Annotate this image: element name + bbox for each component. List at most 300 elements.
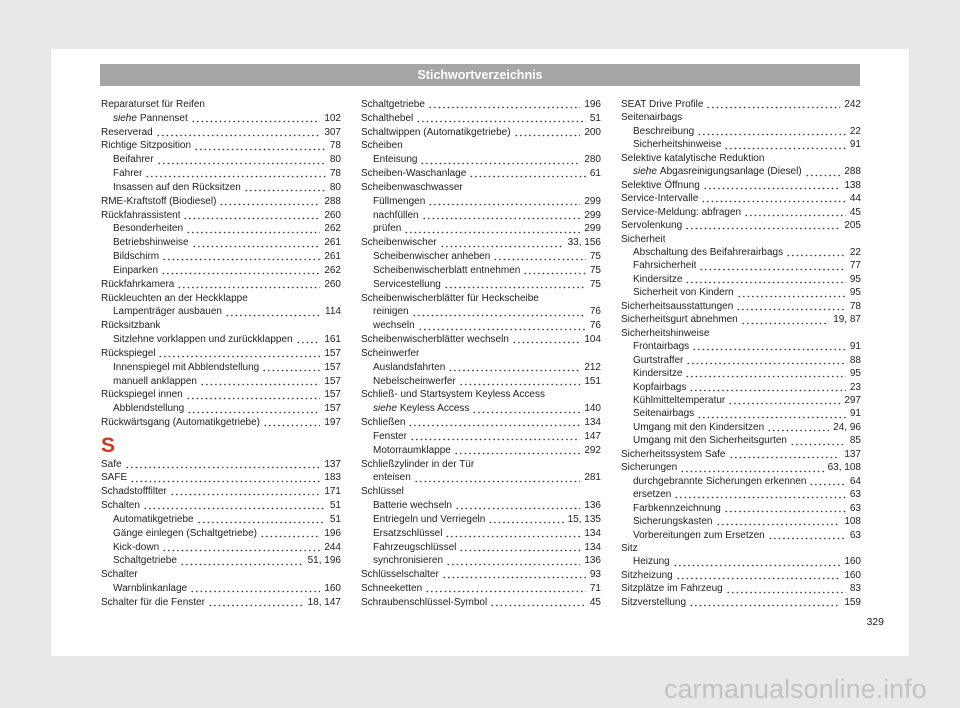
entry-term — [373, 527, 442, 541]
entry-term-text: SAFE — [101, 472, 128, 484]
entry-term — [633, 555, 670, 568]
page-reference: 51 — [329, 500, 341, 512]
page-reference: 75 — [589, 251, 601, 263]
index-subentry — [361, 361, 601, 375]
entry-term-text: Umgang mit den Kindersitzen — [633, 421, 765, 433]
dot-leader — [786, 246, 846, 259]
page-reference: 196 — [324, 527, 341, 539]
dot-leader — [428, 98, 580, 112]
index-entry — [621, 98, 861, 111]
entry-term-text: Scheibenwaschwasser — [361, 181, 463, 193]
index-subentry — [361, 305, 601, 319]
entry-term-text: prüfen — [373, 223, 402, 235]
index-entry — [621, 327, 861, 340]
index-subentry — [361, 444, 601, 458]
dot-leader — [674, 488, 846, 501]
index-subentry — [101, 541, 341, 555]
dot-leader — [689, 596, 840, 609]
entry-term — [621, 98, 703, 111]
entry-term-text: Selektive Öffnung — [621, 179, 700, 191]
entry-term-text: Sicherheitshinweise — [633, 139, 722, 151]
entry-term — [621, 179, 700, 192]
entry-term-text: Abblendstellung — [113, 403, 185, 415]
entry-term-text: Schalter — [101, 569, 138, 581]
entry-term-text: Batterie wechseln — [373, 500, 452, 512]
dot-leader — [296, 333, 321, 347]
entry-term-text: synchronisieren — [373, 555, 444, 567]
index-entry — [101, 278, 341, 292]
index-subentry — [621, 125, 861, 138]
dot-leader — [225, 305, 321, 319]
dot-leader — [726, 582, 846, 595]
index-entry — [101, 126, 341, 140]
dot-leader — [197, 513, 326, 527]
entry-term-text: Auslandsfahrten — [373, 361, 446, 373]
entry-term-text: manuell anklappen — [113, 375, 197, 387]
index-entry — [621, 179, 861, 192]
entry-term-text: enteisen — [373, 472, 411, 484]
entry-term — [621, 327, 709, 340]
entry-term — [633, 488, 671, 501]
page-reference: 33, 156 — [567, 237, 601, 249]
entry-term-text: Frontairbags — [633, 341, 690, 353]
dot-leader — [244, 181, 326, 195]
see-reference: siehe — [373, 403, 397, 415]
index-subentry — [621, 394, 861, 407]
index-entry — [361, 568, 601, 582]
entry-term — [101, 139, 191, 153]
index-entry — [101, 458, 341, 472]
entry-term-text: Entriegeln und Verriegeln — [373, 513, 486, 525]
index-subentry — [361, 222, 601, 236]
entry-term — [373, 499, 452, 513]
entry-term — [113, 582, 187, 596]
entry-term — [373, 554, 443, 568]
entry-term-text: reinigen — [373, 306, 409, 318]
page-reference: 83 — [849, 583, 861, 595]
index-entry — [361, 416, 601, 430]
dot-leader — [706, 98, 840, 111]
index-subentry — [101, 181, 341, 195]
entry-term-text: Kopfairbags — [633, 381, 687, 393]
page-reference: 137 — [324, 458, 341, 470]
entry-term — [101, 278, 174, 292]
entry-term-text: SEAT Drive Profile — [621, 99, 704, 110]
index-entry — [101, 416, 341, 430]
entry-term-text: Sitzheizung — [621, 569, 673, 581]
index-entry — [361, 126, 601, 140]
page-reference: 299 — [584, 195, 601, 207]
page-reference: 160 — [844, 569, 861, 581]
entry-term — [373, 444, 451, 458]
entry-term — [113, 112, 188, 126]
entry-term-text: Beschreibung — [633, 125, 695, 137]
page-reference: 157 — [324, 375, 341, 387]
page-reference: 260 — [324, 209, 341, 221]
page-reference: 157 — [324, 403, 341, 415]
entry-term-text: Schraubenschlüssel-Symbol — [361, 596, 488, 608]
dot-leader — [716, 515, 841, 528]
index-subentry — [361, 209, 601, 223]
entry-term — [621, 192, 698, 205]
index-entry — [621, 569, 861, 582]
index-subentry — [621, 488, 861, 501]
entry-term — [373, 195, 425, 209]
entry-term — [633, 354, 683, 367]
index-subentry — [101, 333, 341, 347]
dot-leader — [523, 264, 586, 278]
dot-leader — [156, 126, 321, 140]
entry-term — [373, 264, 520, 278]
entry-term — [361, 388, 545, 402]
index-subentry — [361, 541, 601, 555]
entry-term-text: Schalten — [101, 500, 140, 512]
dot-leader — [412, 305, 586, 319]
index-entry — [361, 596, 601, 610]
entry-term — [633, 502, 721, 515]
index-entry — [101, 139, 341, 153]
entry-term-text: Keyless Access — [399, 403, 470, 415]
page-reference: 171 — [324, 486, 341, 498]
index-subentry — [361, 195, 601, 209]
index-subentry — [361, 402, 601, 416]
page-reference: 205 — [844, 220, 861, 232]
entry-term — [113, 153, 154, 167]
entry-term — [361, 596, 487, 610]
entry-term-text: Bildschirm — [113, 251, 160, 263]
index-entry — [361, 458, 601, 472]
page-number: 329 — [866, 616, 884, 628]
page-reference: 134 — [584, 417, 601, 429]
entry-term-text: Safe — [101, 458, 122, 470]
section-title: Stichwortverzeichnis — [417, 68, 543, 82]
entry-term-text: Scheibenwischerblatt entnehmen — [373, 264, 521, 276]
index-subentry — [621, 138, 861, 151]
dot-leader — [767, 421, 829, 434]
page-reference: 61 — [589, 168, 601, 180]
entry-term — [621, 206, 741, 219]
dot-leader — [685, 219, 840, 232]
index-entry — [361, 333, 601, 347]
index-entry — [101, 319, 341, 333]
dot-leader — [741, 313, 829, 326]
page-reference: 80 — [329, 154, 341, 166]
entry-term — [113, 167, 142, 181]
dot-leader — [414, 471, 581, 485]
entry-term-text: Rückfahrkamera — [101, 278, 175, 290]
page-reference: 299 — [584, 209, 601, 221]
page-reference: 196 — [584, 99, 601, 110]
dot-leader — [190, 582, 320, 596]
dot-leader — [404, 222, 580, 236]
entry-term-text: Sicherheitshinweise — [621, 327, 710, 339]
entry-term — [361, 98, 425, 112]
index-entry — [361, 98, 601, 112]
entry-term — [101, 209, 180, 223]
dot-leader — [724, 138, 845, 151]
page-reference: 159 — [844, 596, 861, 608]
index-subentry — [621, 475, 861, 488]
entry-term-text: Sitzlehne vorklappen und zurückklappen — [113, 334, 293, 346]
index-subentry — [101, 582, 341, 596]
entry-term-text: Sitz — [621, 542, 638, 554]
entry-term — [633, 421, 764, 434]
dot-leader — [219, 195, 320, 209]
entry-term-text: Schlüsselschalter — [361, 569, 439, 581]
index-subentry — [101, 250, 341, 264]
page-reference: 24, 96 — [833, 421, 861, 433]
entry-term-text: Sicherheitssystem Safe — [621, 448, 726, 460]
page-reference: 151 — [584, 375, 601, 387]
entry-term — [621, 233, 665, 246]
entry-term-text: Lampenträger ausbauen — [113, 306, 222, 318]
page-reference: 138 — [844, 179, 861, 191]
entry-term — [373, 250, 490, 264]
entry-term-text: RME-Kraftstoff (Biodiesel) — [101, 195, 217, 207]
entry-term-text: Sicherungskasten — [633, 516, 713, 528]
page-reference: 136 — [584, 500, 601, 512]
dot-leader — [469, 167, 586, 181]
entry-term — [361, 458, 474, 472]
entry-term-text: nachfüllen — [373, 209, 419, 221]
index-entry — [621, 192, 861, 205]
entry-term — [633, 286, 734, 299]
page-reference: 134 — [584, 541, 601, 553]
dot-leader — [697, 407, 846, 420]
dot-leader — [459, 375, 580, 389]
index-entry — [361, 112, 601, 126]
page-reference: 260 — [324, 278, 341, 290]
index-subentry — [621, 421, 861, 434]
dot-leader — [260, 527, 320, 541]
index-entry — [101, 388, 341, 402]
letter-heading: S — [101, 433, 116, 457]
index-subentry — [101, 167, 341, 181]
entry-term — [373, 319, 415, 333]
dot-leader — [768, 529, 846, 542]
index-subentry — [621, 165, 861, 178]
index-entry — [361, 236, 601, 250]
entry-term-text: Abschaltung des Beifahrerairbags — [633, 246, 784, 258]
index-subentry — [101, 236, 341, 250]
page-reference: 22 — [849, 246, 861, 258]
index-subentry — [621, 367, 861, 380]
page-reference: 242 — [844, 99, 861, 110]
dot-leader — [699, 259, 846, 272]
dot-leader — [440, 236, 564, 250]
see-reference: siehe — [113, 112, 137, 124]
entry-term — [621, 542, 638, 555]
dot-leader — [162, 250, 320, 264]
entry-term — [633, 138, 721, 151]
index-entry — [621, 111, 861, 124]
dot-leader — [208, 596, 304, 610]
page-reference: 197 — [324, 417, 341, 429]
entry-term-text: Einparken — [113, 264, 159, 276]
entry-term-text: Sicherheitsausstattungen — [621, 300, 734, 312]
entry-term-text: Rücksitzbank — [101, 320, 161, 332]
entry-term — [373, 375, 456, 389]
entry-term-text: Service-Meldung: abfragen — [621, 206, 742, 218]
page-reference: 137 — [844, 448, 861, 460]
entry-term — [113, 250, 159, 264]
entry-term-text: Schaltwippen (Automatikgetriebe) — [361, 126, 511, 138]
entry-term — [373, 209, 419, 223]
entry-term-text: Scheibenwischerblätter für Heckscheibe — [361, 292, 539, 304]
entry-term-text: Sicherheit von Kindern — [633, 287, 734, 299]
page-reference: 18, 147 — [307, 596, 341, 608]
dot-leader — [728, 394, 840, 407]
page-reference: 280 — [584, 154, 601, 166]
index-entry — [621, 219, 861, 232]
entry-term-text: Richtige Sitzposition — [101, 140, 192, 152]
entry-term-text: Sitzplätze im Fahrzeug — [621, 583, 723, 595]
page-reference: 51 — [589, 112, 601, 124]
page-reference: 19, 87 — [833, 314, 861, 326]
dot-leader — [191, 112, 321, 126]
index-entry — [621, 233, 861, 246]
entry-term-text: Schlüssel — [361, 486, 404, 498]
entry-term-text: Sicherheitsgurt abnehmen — [621, 314, 738, 326]
dot-leader — [442, 568, 586, 582]
entry-term-text: Sitzverstellung — [621, 596, 687, 608]
dot-leader — [145, 167, 325, 181]
dot-leader — [263, 416, 320, 430]
dot-leader — [809, 475, 845, 488]
index-subentry — [621, 515, 861, 528]
page-reference: 262 — [324, 223, 341, 235]
page-reference: 108 — [844, 516, 861, 528]
index-entry — [361, 582, 601, 596]
index-entry — [361, 139, 601, 153]
page-reference: 161 — [324, 334, 341, 346]
index-column-2 — [361, 98, 601, 610]
entry-term-text: Scheiben — [361, 140, 403, 152]
entry-term-text: durchgebrannte Sicherungen erkennen — [633, 475, 807, 487]
watermark-text: carmanualsonline.info — [664, 674, 927, 704]
entry-term-text: Nebelscheinwerfer — [373, 375, 456, 387]
index-subentry — [621, 340, 861, 353]
page-reference: 78 — [329, 140, 341, 152]
page-reference: 95 — [849, 287, 861, 299]
index-entry — [361, 388, 601, 402]
entry-term — [633, 434, 787, 447]
entry-term-text: Schalter für die Fenster — [101, 596, 205, 608]
index-column-1 — [101, 98, 341, 610]
entry-term — [373, 541, 456, 555]
entry-term — [633, 125, 694, 138]
entry-term-text: ersetzen — [633, 489, 672, 501]
dot-leader — [192, 236, 321, 250]
page-reference: 299 — [584, 223, 601, 235]
page-reference: 262 — [324, 264, 341, 276]
entry-term — [113, 264, 158, 278]
page-reference: 288 — [844, 166, 861, 178]
index-entry — [621, 582, 861, 595]
entry-term — [361, 485, 404, 499]
entry-term-text: Kick-down — [113, 541, 160, 553]
dot-leader — [686, 354, 845, 367]
dot-leader — [418, 319, 586, 333]
index-entry — [621, 596, 861, 609]
entry-term — [101, 568, 138, 582]
entry-term — [101, 499, 140, 513]
page-reference: 63 — [849, 489, 861, 501]
page-reference: 64 — [849, 475, 861, 487]
entry-term-text: Rückspiegel — [101, 347, 156, 359]
entry-term — [113, 402, 184, 416]
entry-term — [361, 112, 413, 126]
index-subentry — [621, 434, 861, 447]
entry-term-text: Selektive katalytische Reduktion — [621, 152, 765, 164]
entry-term-text: Rückspiegel innen — [101, 389, 183, 401]
page-reference: 44 — [849, 193, 861, 205]
entry-term-text: Seitenairbags — [633, 408, 695, 420]
entry-term-text: Gänge einlegen (Schaltgetriebe) — [113, 527, 257, 539]
index-subentry — [101, 554, 341, 568]
index-entry — [361, 167, 601, 181]
entry-term — [113, 236, 189, 250]
dot-leader — [689, 381, 846, 394]
index-subentry — [621, 407, 861, 420]
page-reference: 160 — [324, 582, 341, 594]
index-subentry — [361, 278, 601, 292]
dot-leader — [701, 192, 846, 205]
entry-term — [373, 278, 441, 292]
entry-term-text: Fahrsicherheit — [633, 260, 697, 272]
page-reference: 307 — [324, 126, 341, 138]
entry-term-text: Schließ- und Startsystem Keyless Access — [361, 389, 545, 401]
entry-term-text: Farbkennzeichnung — [633, 502, 721, 514]
entry-term — [633, 475, 806, 488]
index-entry — [621, 542, 861, 555]
page-reference: 45 — [849, 206, 861, 218]
entry-term — [633, 515, 713, 528]
index-subentry — [101, 361, 341, 375]
entry-term — [373, 430, 407, 444]
entry-term — [361, 139, 403, 153]
index-subentry — [361, 153, 601, 167]
index-entry — [361, 347, 601, 361]
index-entry — [621, 300, 861, 313]
index-entry — [101, 98, 341, 112]
dot-leader — [186, 388, 321, 402]
entry-term — [361, 167, 466, 181]
page-reference: 157 — [324, 347, 341, 359]
dot-leader — [262, 361, 320, 375]
index-subentry — [621, 381, 861, 394]
index-entry — [101, 292, 341, 306]
dot-leader — [186, 222, 320, 236]
page-reference: 157 — [324, 361, 341, 373]
entry-term-text: Reparaturset für Reifen — [101, 99, 205, 110]
dot-leader — [685, 367, 845, 380]
entry-term-text: Ersatzschlüssel — [373, 527, 443, 539]
entry-term — [621, 461, 677, 474]
entry-term — [633, 246, 783, 259]
page-reference: 63 — [849, 529, 861, 541]
dot-leader — [459, 541, 580, 555]
index-entry — [101, 471, 341, 485]
entry-term — [633, 529, 765, 542]
page-reference: 76 — [589, 306, 601, 318]
dot-leader — [143, 499, 326, 513]
dot-leader — [455, 499, 580, 513]
entry-term-text: Service-Intervalle — [621, 193, 699, 205]
dot-leader — [425, 582, 586, 596]
see-reference: siehe — [633, 166, 657, 178]
entry-term — [633, 165, 802, 178]
